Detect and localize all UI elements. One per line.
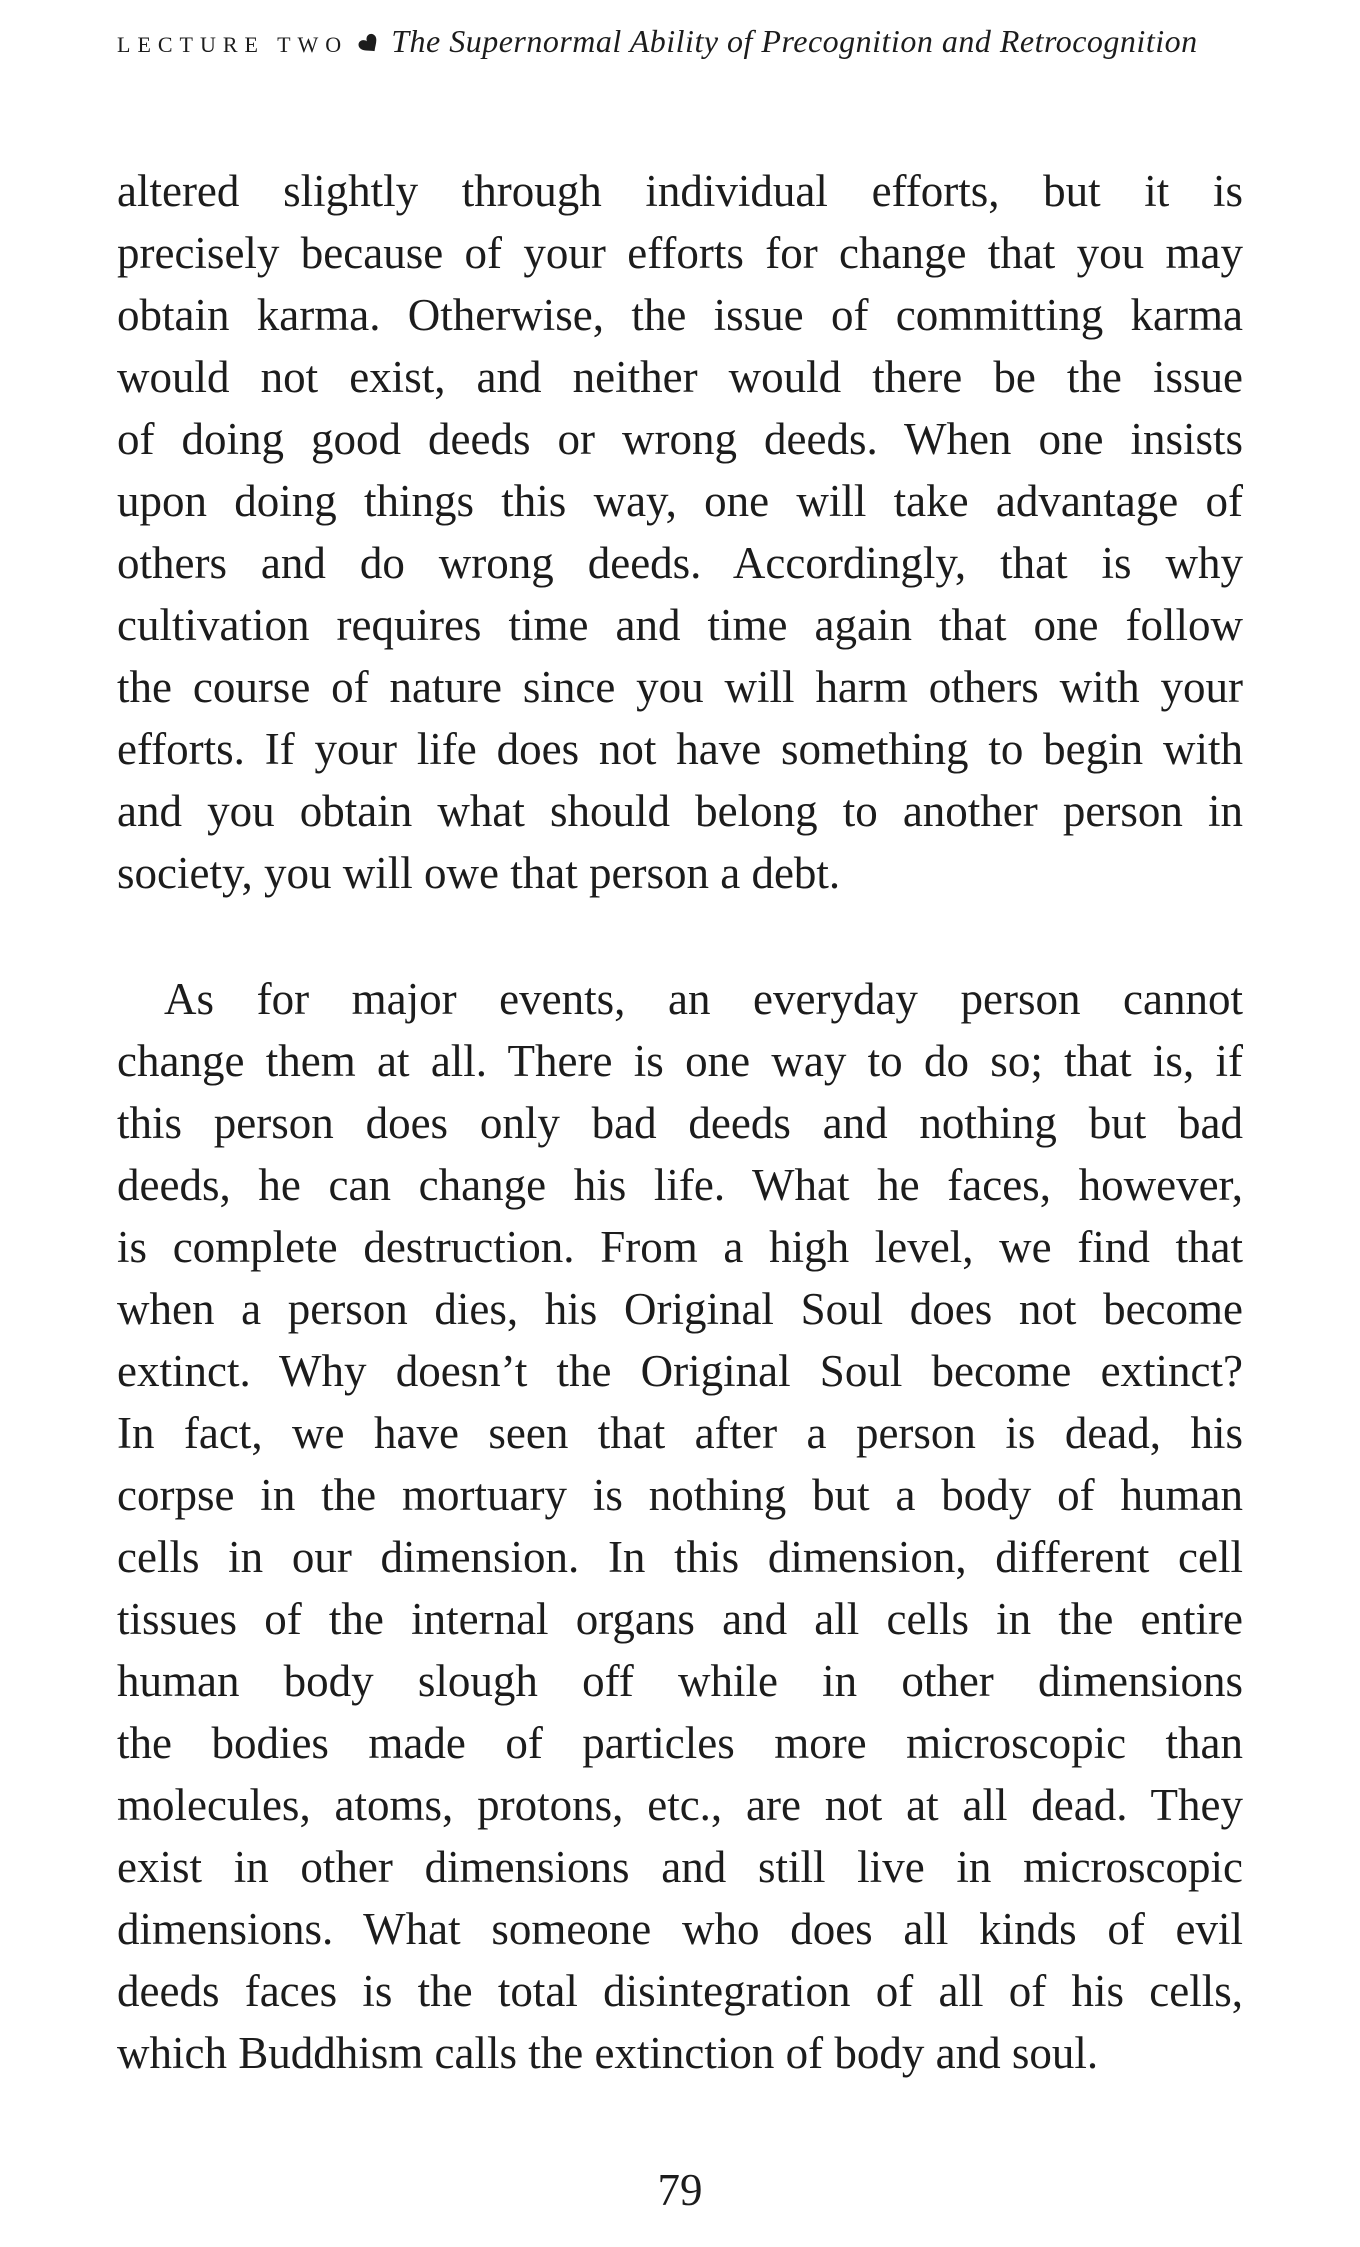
page-number: 79 (657, 2165, 703, 2215)
text-line: dimensions. What someone who does all kinds of evil (117, 1904, 1243, 1954)
text-line: deeds faces is the total disintegration of all of his cells, (117, 1966, 1243, 2016)
paragraph (117, 968, 1243, 2084)
text-line: In fact, we have seen that after a person is dead, his (117, 1408, 1243, 1458)
text-line: altered slightly through individual efforts, but it is (117, 166, 1243, 216)
text-line: upon doing things this way, one will take advantage of (117, 476, 1243, 526)
text-line: corpse in the mortuary is nothing but a body of human (117, 1470, 1243, 1520)
text-line: extinct. Why doesn’t the Original Soul become extinct? (117, 1346, 1243, 1396)
text-line: cultivation requires time and time again that one follow (117, 600, 1243, 650)
text-line: which Buddhism calls the extinction of body and soul. (117, 2028, 1099, 2078)
text-line: efforts. If your life does not have something to begin with (117, 724, 1243, 774)
body-text (117, 160, 1243, 2084)
chapter-title: The Supernormal Ability of Precognition and Retrocognition (391, 23, 1198, 59)
text-line: the course of nature since you will harm others with your (117, 662, 1243, 712)
text-line: human body slough off while in other dimensions (117, 1656, 1243, 1706)
text-line: this person does only bad deeds and nothing but bad (117, 1098, 1243, 1148)
text-line: and you obtain what should belong to another person in (117, 786, 1243, 836)
paragraph (117, 160, 1243, 904)
text-line: change them at all. There is one way to do so; that is, if (117, 1036, 1243, 1086)
running-header (117, 22, 1243, 70)
text-line: when a person dies, his Original Soul does not become (117, 1284, 1243, 1334)
text-line: would not exist, and neither would there be the issue (117, 352, 1243, 402)
text-line: exist in other dimensions and still live in microscopic (117, 1842, 1243, 1892)
text-line: cells in our dimension. In this dimension, different cell (117, 1532, 1243, 1582)
text-line: society, you will owe that person a debt. (117, 848, 841, 898)
fleuron-icon (357, 32, 381, 70)
text-line: As for major events, an everyday person cannot (164, 974, 1243, 1024)
text-line: tissues of the internal organs and all cells in the entire (117, 1594, 1243, 1644)
text-line: deeds, he can change his life. What he faces, however, (117, 1160, 1243, 1210)
text-line: the bodies made of particles more microscopic than (117, 1718, 1243, 1768)
text-line: of doing good deeds or wrong deeds. When one insists (117, 414, 1243, 464)
text-line: others and do wrong deeds. Accordingly, that is why (117, 538, 1243, 588)
text-line: is complete destruction. From a high level, we find that (117, 1222, 1243, 1272)
text-line: molecules, atoms, protons, etc., are not at all dead. They (117, 1780, 1243, 1830)
lecture-label: LECTURE TWO (117, 32, 349, 57)
text-line: obtain karma. Otherwise, the issue of committing karma (117, 290, 1243, 340)
text-line: precisely because of your efforts for change that you may (117, 228, 1243, 278)
